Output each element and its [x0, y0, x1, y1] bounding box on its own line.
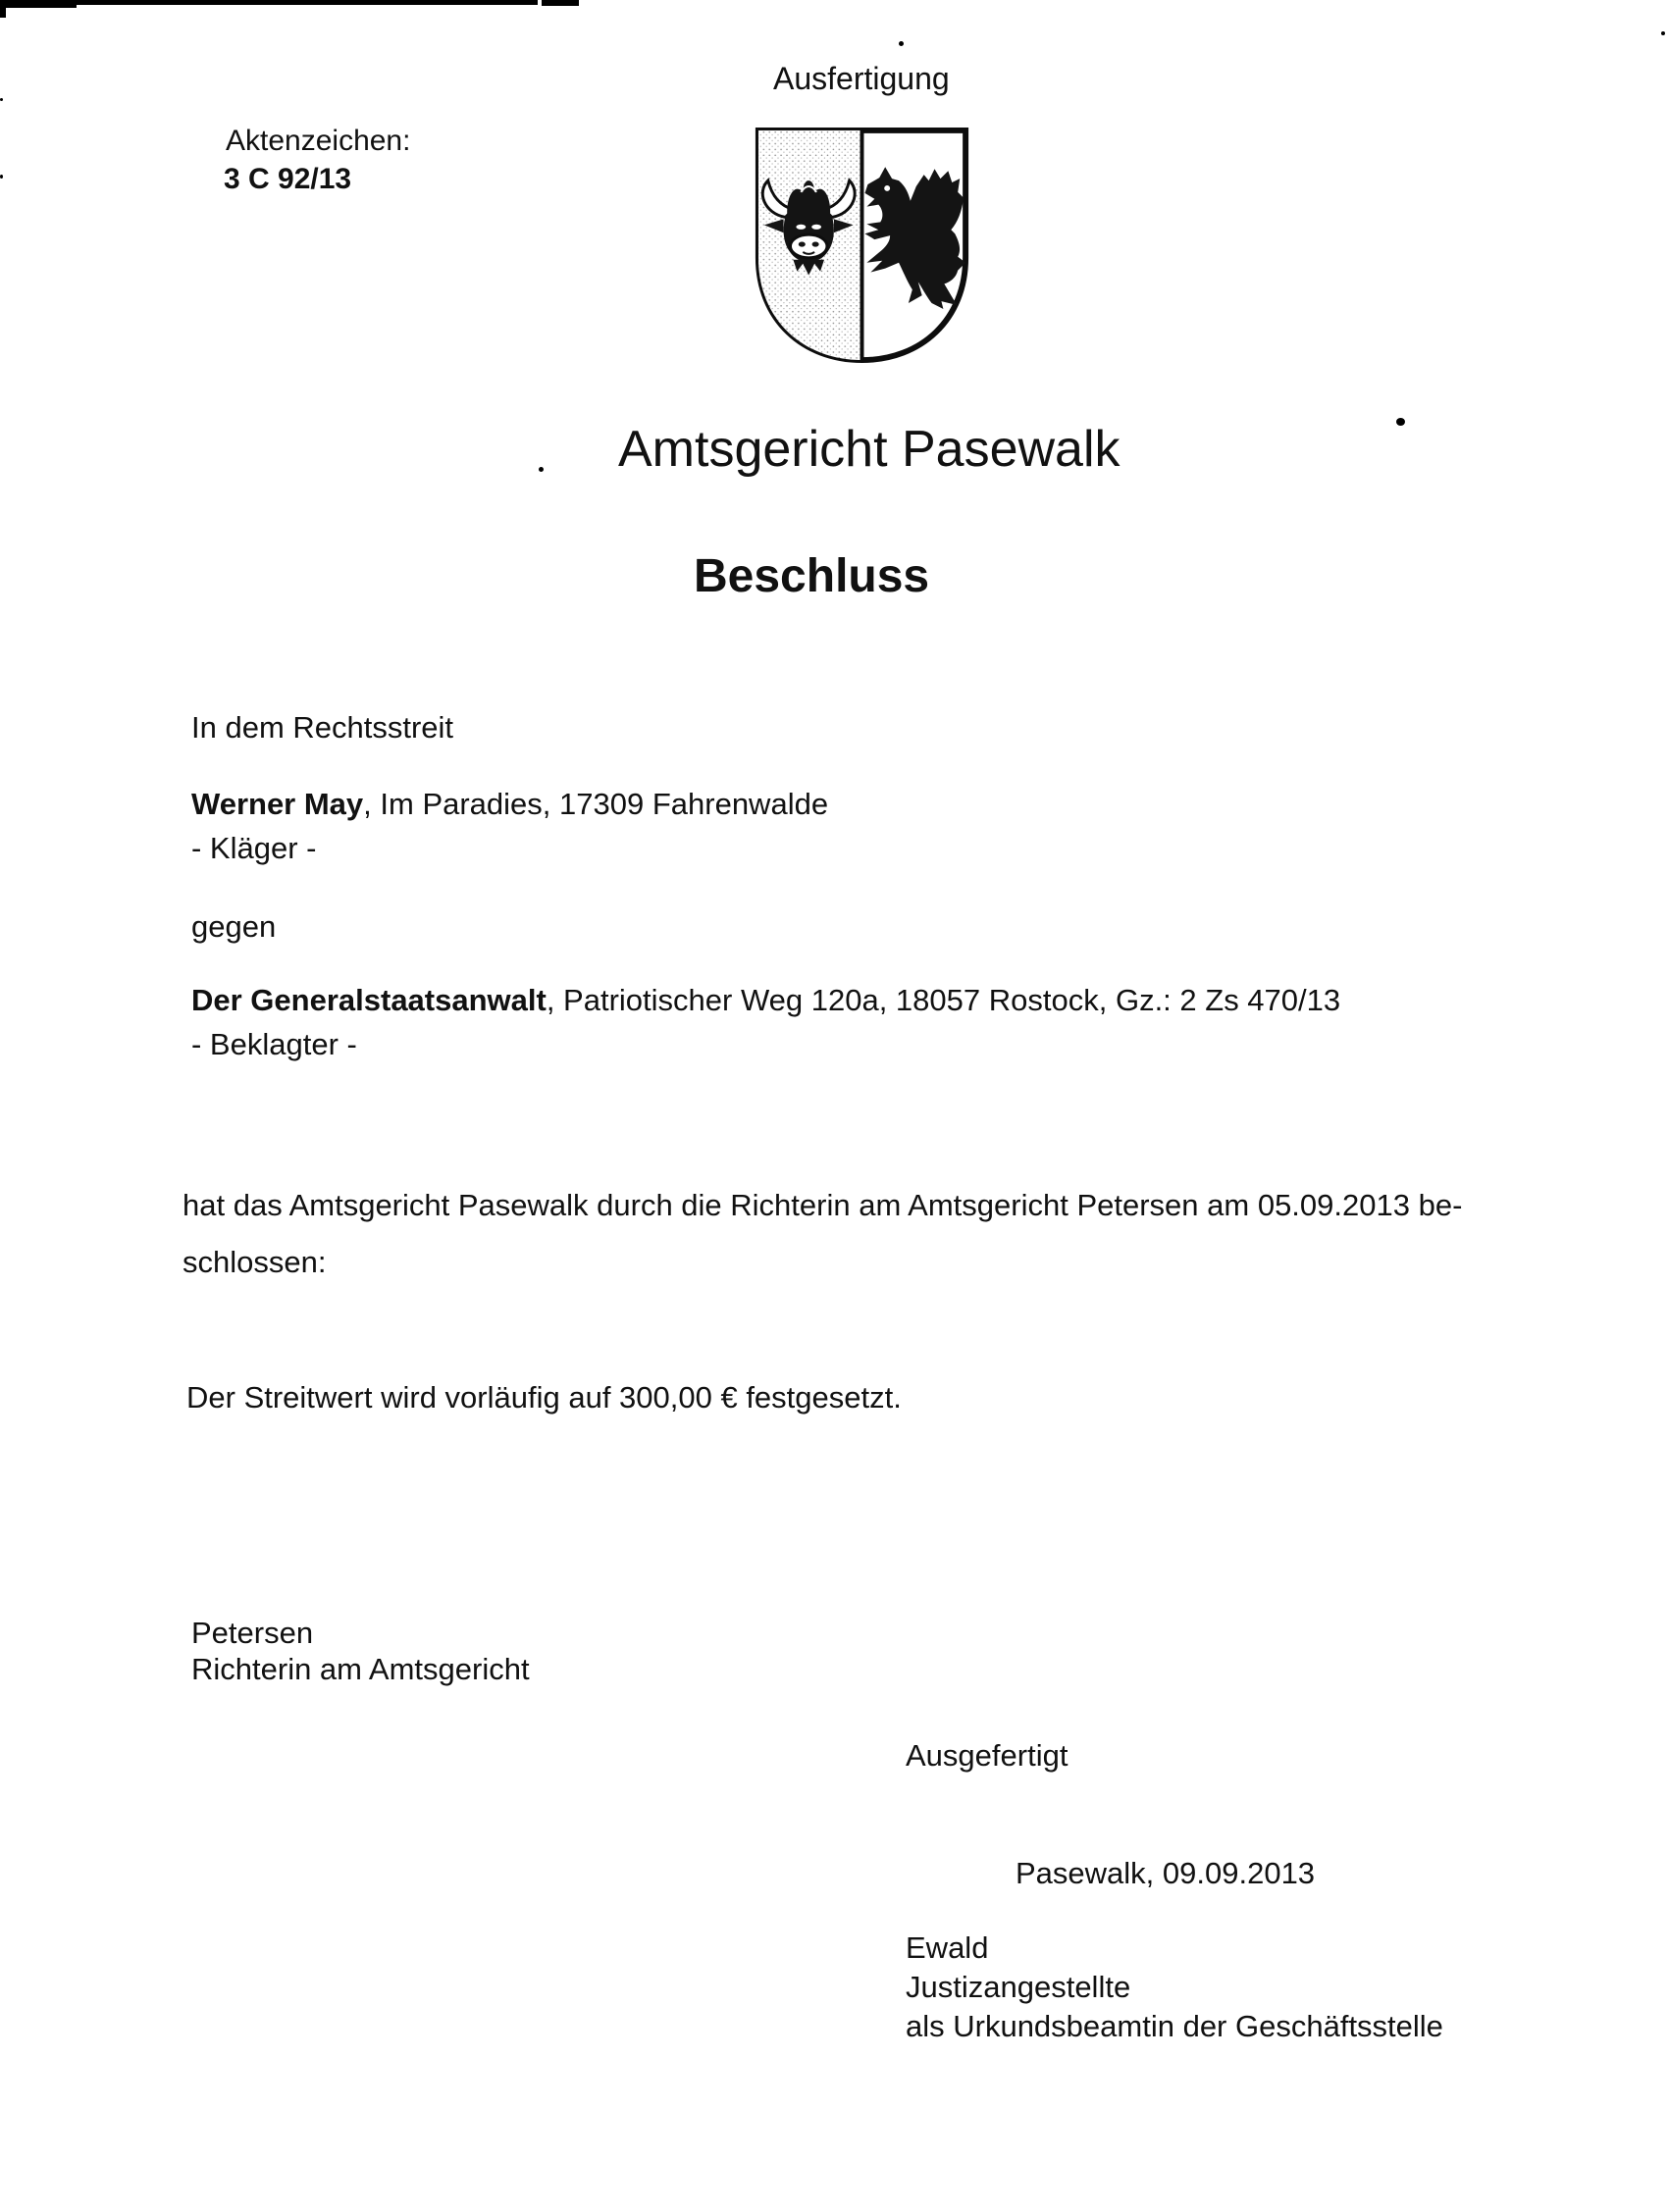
clerk-name: Ewald — [906, 1930, 989, 1965]
coat-of-arms-icon — [751, 125, 973, 366]
clerk-role: als Urkundsbeamtin der Geschäftsstelle — [906, 2009, 1443, 2043]
clerk-title: Justizangestellte — [906, 1970, 1131, 2004]
ruling-line: Der Streitwert wird vorläufig auf 300,00 € festgesetzt. — [186, 1380, 902, 1415]
plaintiff-name: Werner May — [191, 787, 364, 821]
defendant-role: - Beklagter - — [191, 1027, 357, 1061]
plaintiff-line — [191, 787, 828, 822]
scan-artifact-bar — [0, 0, 77, 8]
scan-artifact-dot — [1396, 418, 1405, 426]
case-number-value: 3 C 92/13 — [224, 163, 352, 195]
intro-line: In dem Rechtsstreit — [191, 710, 454, 745]
judge-title: Richterin am Amtsgericht — [191, 1652, 530, 1686]
scan-artifact-bar — [77, 0, 538, 5]
case-number-label: Aktenzeichen: — [226, 125, 411, 157]
scan-artifact-bar — [542, 0, 579, 6]
scan-artifact-tick — [0, 6, 6, 18]
decision-clause-line1: hat das Amtsgericht Pasewalk durch die Richterin am Amtsgericht Petersen am 05.09.2013 be- — [182, 1188, 1463, 1222]
decision-clause-line2: schlossen: — [182, 1245, 327, 1279]
copy-type-label: Ausfertigung — [773, 61, 950, 96]
court-name-heading: Amtsgericht Pasewalk — [618, 421, 1121, 478]
defendant-line — [191, 983, 1340, 1018]
place-date-line: Pasewalk, 09.09.2013 — [1016, 1856, 1316, 1890]
versus-line: gegen — [191, 909, 277, 944]
certified-label: Ausgefertigt — [906, 1738, 1069, 1773]
scan-artifact-dot — [0, 98, 3, 101]
defendant-name: Der Generalstaatsanwalt — [191, 983, 547, 1017]
scan-artifact-dot — [1661, 31, 1665, 35]
plaintiff-role: - Kläger - — [191, 831, 317, 865]
plaintiff-address: , Im Paradies, 17309 Fahrenwalde — [363, 787, 829, 821]
mecklenburg-vorpommern-arms-icon — [751, 125, 973, 366]
document-title: Beschluss — [694, 550, 930, 602]
defendant-address: , Patriotischer Weg 120a, 18057 Rostock, Gz.: 2 Zs 470/13 — [546, 983, 1341, 1017]
scan-artifact-dot — [539, 467, 544, 472]
scan-artifact-dot — [0, 175, 3, 179]
judge-name: Petersen — [191, 1616, 314, 1650]
scan-artifact-dot — [899, 41, 904, 46]
